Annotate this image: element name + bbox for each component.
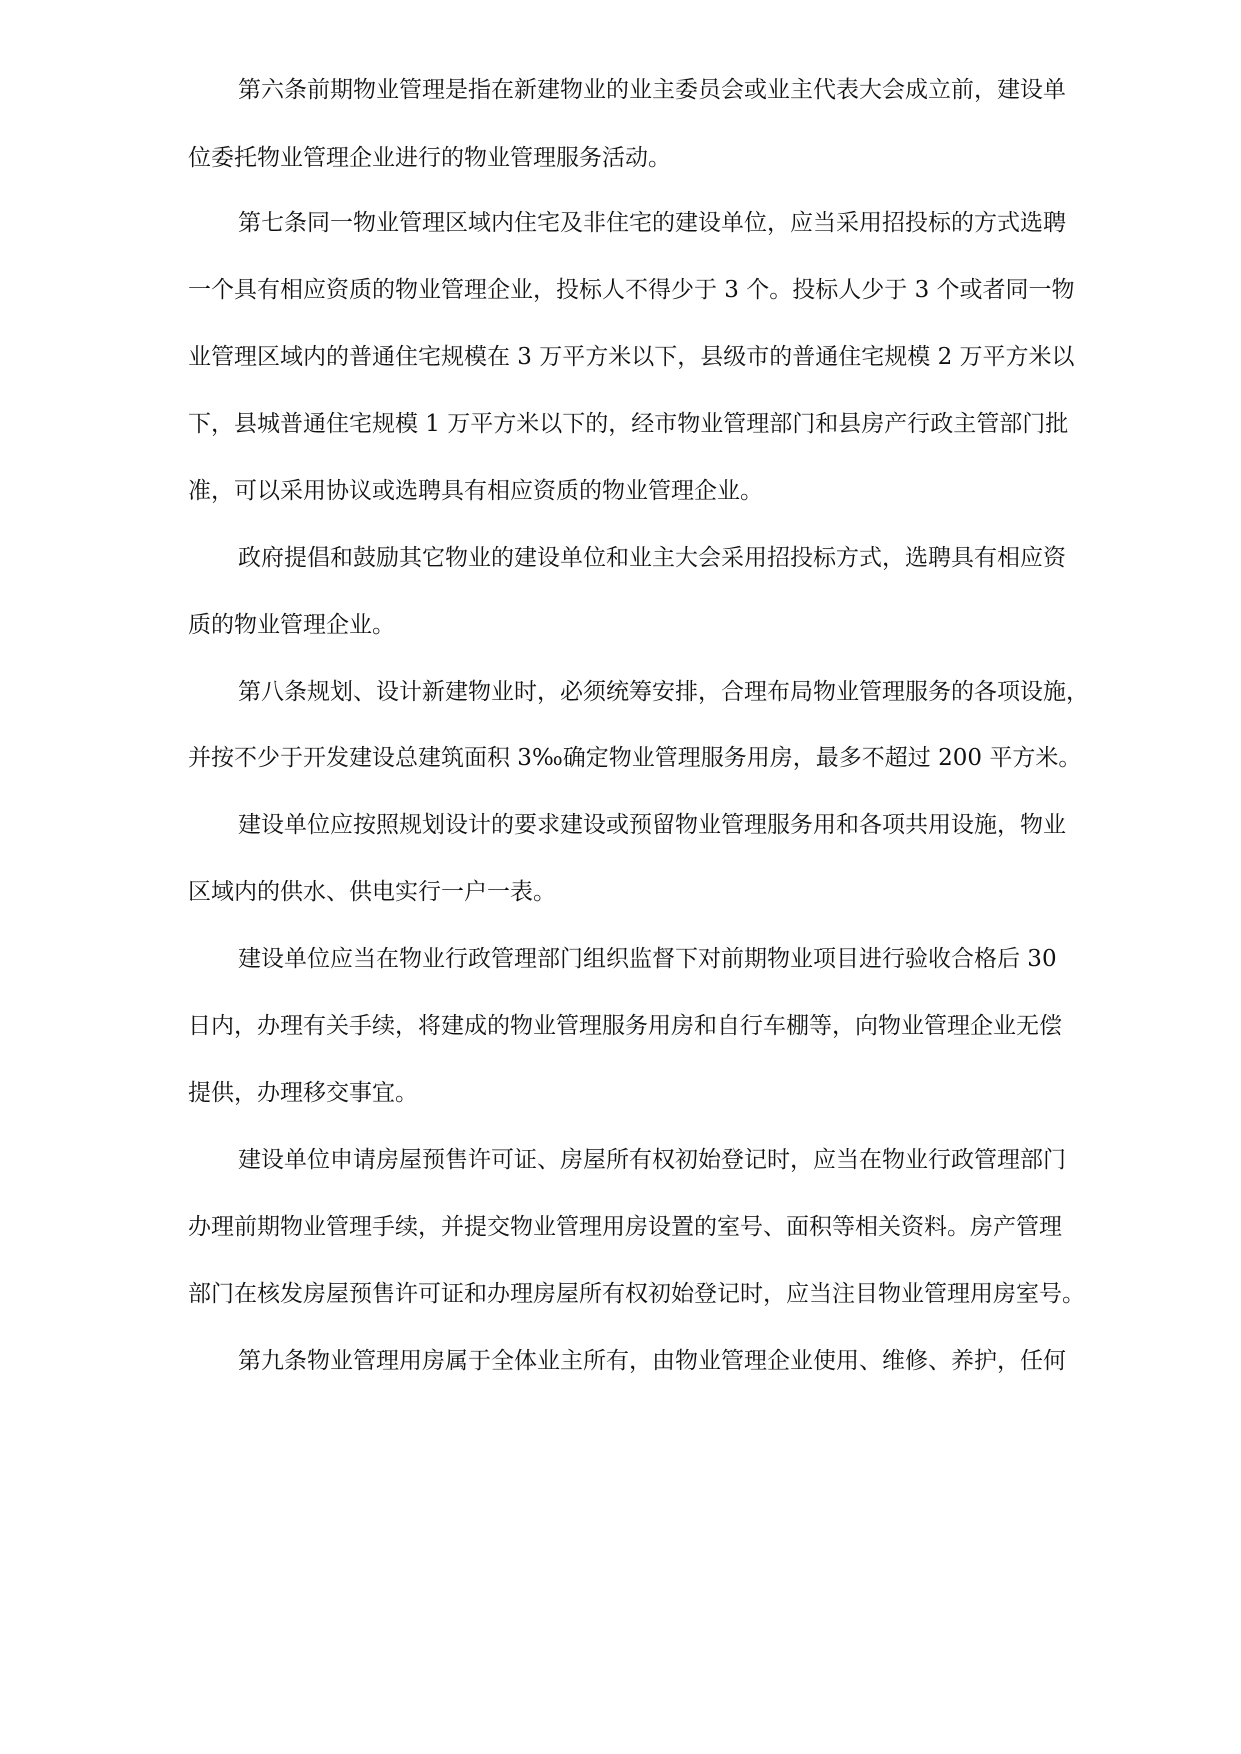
paragraph-line: 部门在核发房屋预售许可证和办理房屋所有权初始登记时，应当注目物业管理用房室号。 [188, 1281, 1085, 1307]
paragraph-line: 质的物业管理企业。 [188, 612, 395, 638]
paragraph-line: 第八条规划、设计新建物业时，必须统筹安排，合理布局物业管理服务的各项设施， [238, 679, 1089, 705]
paragraph-line: 一个具有相应资质的物业管理企业，投标人不得少于 3 个。投标人少于 3 个或者同一物 [188, 277, 1075, 303]
paragraph-line: 准，可以采用协议或选聘具有相应资质的物业管理企业。 [188, 478, 763, 504]
paragraph-line: 建设单位申请房屋预售许可证、房屋所有权初始登记时，应当在物业行政管理部门 [238, 1147, 1066, 1173]
paragraph-line: 第七条同一物业管理区域内住宅及非住宅的建设单位，应当采用招投标的方式选聘 [238, 210, 1066, 236]
paragraph-line: 位委托物业管理企业进行的物业管理服务活动。 [188, 145, 671, 171]
paragraph-line: 政府提倡和鼓励其它物业的建设单位和业主大会采用招投标方式，选聘具有相应资 [238, 545, 1066, 571]
paragraph-line: 下，县城普通住宅规模 1 万平方米以下的，经市物业管理部门和县房产行政主管部门批 [188, 411, 1069, 437]
paragraph-line: 第九条物业管理用房属于全体业主所有，由物业管理企业使用、维修、养护，任何 [238, 1348, 1066, 1374]
paragraph-line: 第六条前期物业管理是指在新建物业的业主委员会或业主代表大会成立前，建设单 [238, 77, 1066, 103]
paragraph-line: 区域内的供水、供电实行一户一表。 [188, 879, 556, 905]
paragraph-line: 提供，办理移交事宜。 [188, 1080, 418, 1106]
paragraph-line: 建设单位应当在物业行政管理部门组织监督下对前期物业项目进行验收合格后 30 [238, 946, 1057, 972]
paragraph-line: 建设单位应按照规划设计的要求建设或预留物业管理服务用和各项共用设施，物业 [238, 812, 1066, 838]
paragraph-line: 业管理区域内的普通住宅规模在 3 万平方米以下，县级市的普通住宅规模 2 万平方米以 [188, 344, 1075, 370]
paragraph-line: 办理前期物业管理手续，并提交物业管理用房设置的室号、面积等相关资料。房产管理 [188, 1214, 1062, 1240]
paragraph-line: 日内，办理有关手续，将建成的物业管理服务用房和自行车棚等，向物业管理企业无偿 [188, 1013, 1062, 1039]
paragraph-line: 并按不少于开发建设总建筑面积 3‰确定物业管理服务用房，最多不超过 200 平方米。 [188, 745, 1082, 771]
